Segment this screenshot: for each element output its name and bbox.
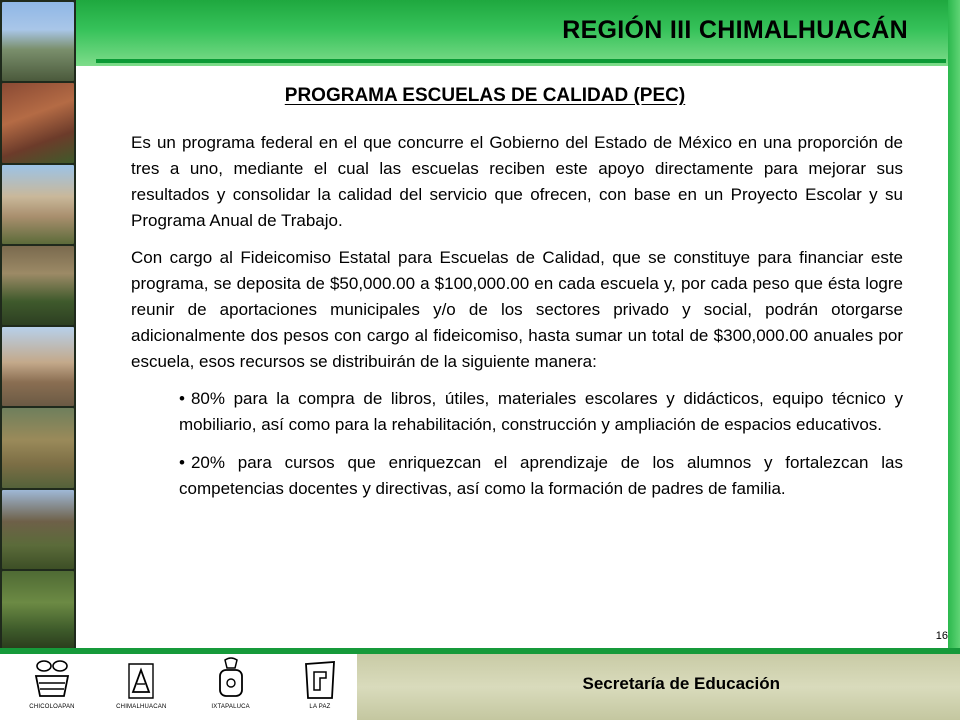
logo-la-paz [284, 654, 356, 720]
stone-glyph-icon [298, 654, 342, 704]
birds-basket-icon [30, 654, 74, 704]
paragraph-2: Con cargo al Fideicomiso Estatal para Escuelas de Calidad, que se constituye para financiar este programa, se deposita de $50,000.00 a $100,000.00 en cada escuela y, por cada peso que ésta logre reunir de aportaciones municipales y/o de los sectores privado y social, podrán otorgarse adicionalmente dos pesos con cargo al fideicomiso, hasta sumar un total de $300,000.00 anuales por escuela, esos recursos se distribuirán de la siguiente manera: [131, 248, 903, 371]
page-title: PROGRAMA ESCUELAS DE CALIDAD (PEC) [284, 85, 686, 106]
logo-label: CHICOLOAPAN [29, 704, 75, 710]
ruins-landscape-photo [2, 490, 74, 569]
bullet-item [179, 386, 903, 438]
secretaria-band [357, 654, 960, 720]
church-facade-photo [2, 165, 74, 244]
paragraph-1: Es un programa federal en el que concurre el Gobierno del Estado de México en una proporción de tres a uno, mediante el cual las escuelas reciben este apoyo directamente para mejorar sus resultados y consolidar la calidad del servicio que ofrecen, con base en un Proyecto Escolar y su Programa Anual de Trabajo. [131, 133, 903, 230]
bullet-text: 20% para cursos que enriquezcan el aprendizaje de los alumnos y fortalezcan las competencias docentes y directivas, así como la formación de padres de familia. [179, 453, 903, 498]
vessel-glyph-icon [209, 654, 253, 704]
municipality-logos [16, 654, 356, 720]
logo-label: IXTAPALUCA [211, 704, 250, 710]
secretaria-label: Secretaría de Educación [582, 674, 780, 693]
church-photo [2, 2, 74, 81]
bullet-text: 80% para la compra de libros, útiles, materiales escolares y didácticos, equipo técnico y mobiliario, así como para la rehabilitación, construcción y ampliación de espacios educativos. [179, 389, 903, 434]
bullet-list [131, 386, 903, 502]
bullet-dot: • [179, 453, 185, 472]
footer [0, 654, 960, 720]
region-title: REGIÓN III CHIMALHUACÁN [562, 16, 908, 44]
logo-chicoloapan [16, 654, 88, 720]
content-body [131, 130, 903, 514]
logo-ixtapaluca [195, 654, 267, 720]
bullet-item [179, 450, 903, 502]
header-divider [96, 59, 946, 63]
park-photo [2, 571, 74, 650]
tree-lined-street-photo [2, 246, 74, 325]
pyramid-glyph-icon [119, 654, 163, 704]
page-number: 16 [935, 630, 948, 642]
archaeological-site-photo [2, 408, 74, 487]
bullet-dot: • [179, 389, 185, 408]
town-square-photo [2, 327, 74, 406]
logo-label: LA PAZ [309, 704, 331, 710]
logo-label: CHIMALHUACAN [116, 704, 167, 710]
logo-chimalhuacan [105, 654, 177, 720]
